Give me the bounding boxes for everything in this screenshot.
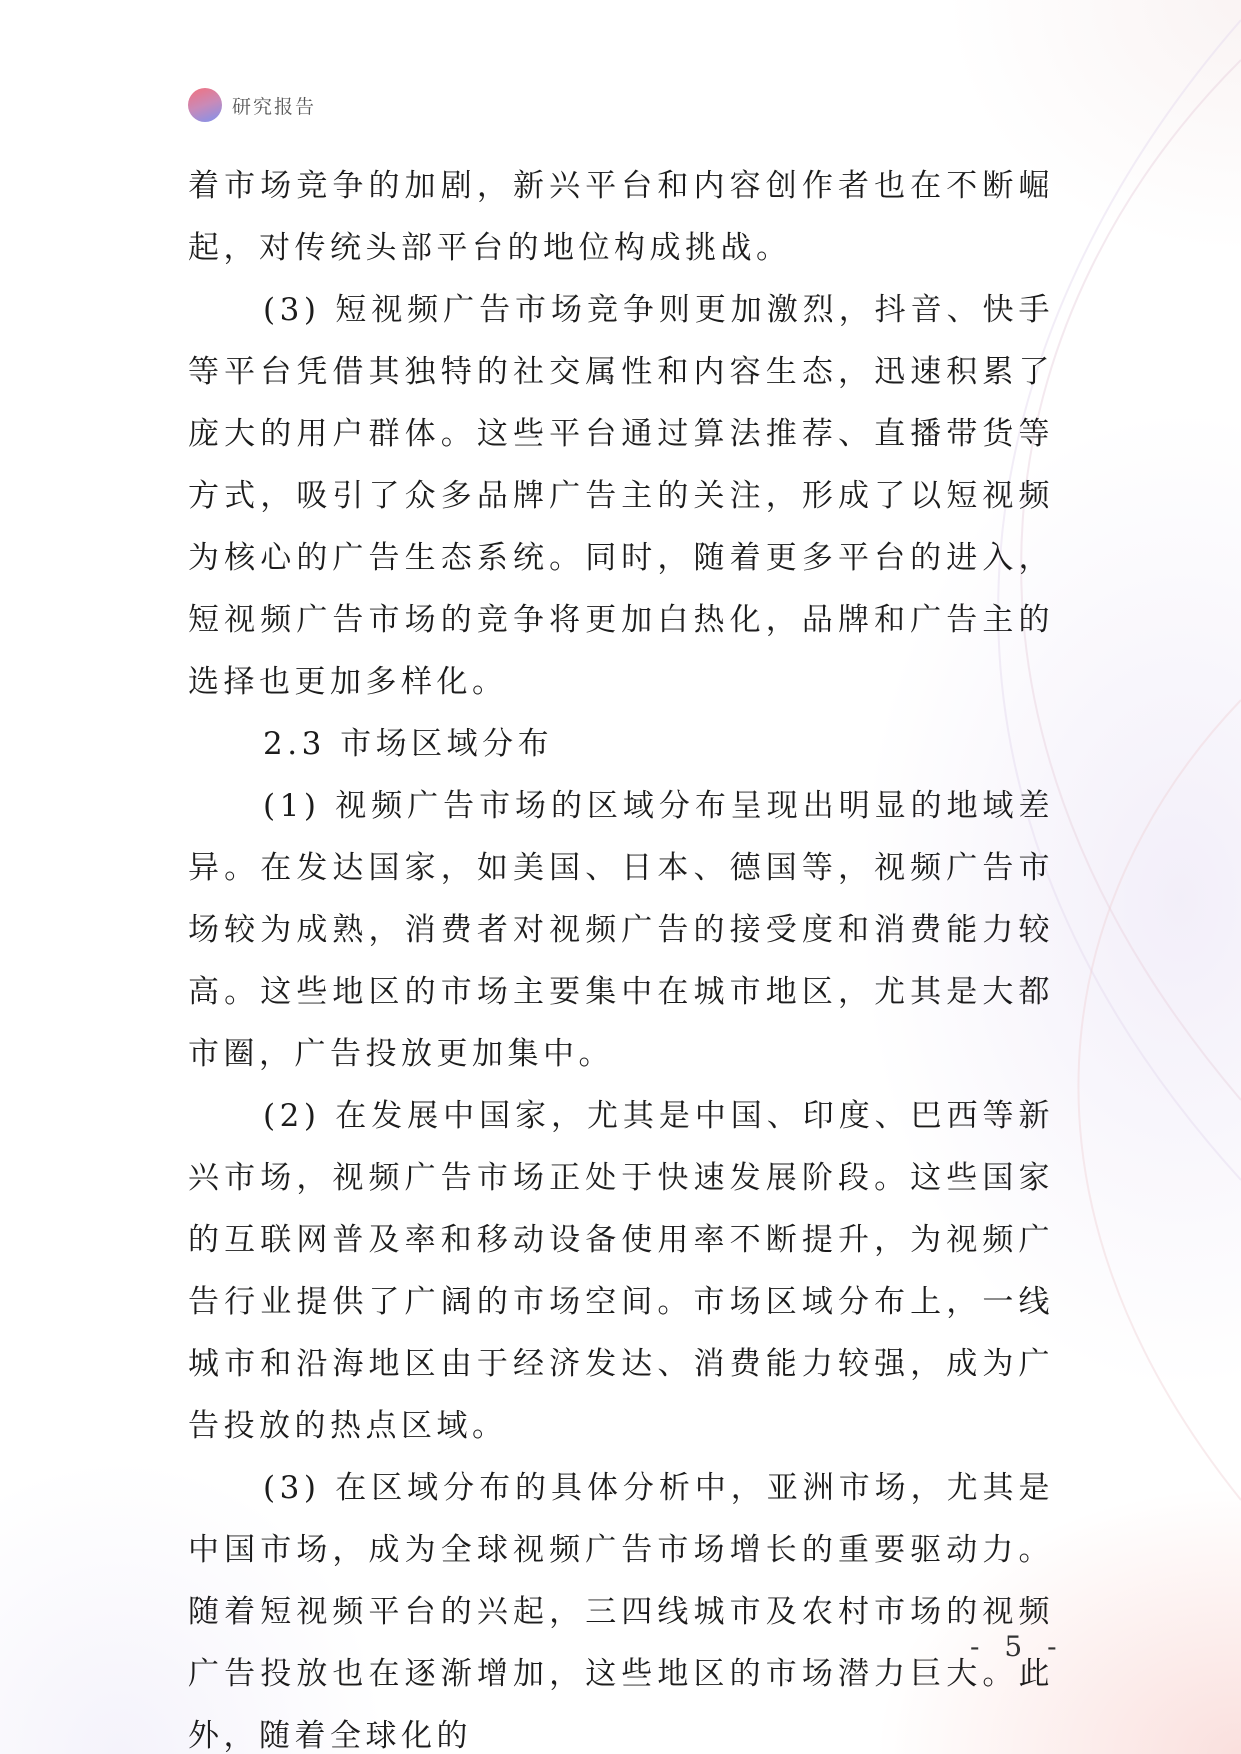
paragraph-continuation: 着市场竞争的加剧，新兴平台和内容创作者也在不断崛起，对传统头部平台的地位构成挑战。 xyxy=(188,168,1054,266)
paragraph: (3) 在区域分布的具体分析中，亚洲市场，尤其是中国市场，成为全球视频广告市场增长的重要驱动力。随着短视频平台的兴起，三四线城市及农村市场的视频广告投放也在逐渐增加，这些地区的市场潜力巨大。此外，随着全球化的 xyxy=(188,1470,1054,1754)
paragraph: (2) 在发展中国家，尤其是中国、印度、巴西等新兴市场，视频广告市场正处于快速发展阶段。这些国家的互联网普及率和移动设备使用率不断提升，为视频广告行业提供了广阔的市场空间。市场区域分布上，一线城市和沿海地区由于经济发达、消费能力较强，成为广告投放的热点区域。 xyxy=(188,1098,1054,1444)
body-text xyxy=(188,155,1054,1754)
header-title: 研究报告 xyxy=(232,95,317,118)
paragraph: (1) 视频广告市场的区域分布呈现出明显的地域差异。在发达国家，如美国、日本、德国等，视频广告市场较为成熟，消费者对视频广告的接受度和消费能力较高。这些地区的市场主要集中在城市地区，尤其是大都市圈，广告投放更加集中。 xyxy=(188,788,1054,1072)
page-header xyxy=(188,88,316,122)
paragraph: (3) 短视频广告市场竞争则更加激烈，抖音、快手等平台凭借其独特的社交属性和内容生态，迅速积累了庞大的用户群体。这些平台通过算法推荐、直播带货等方式，吸引了众多品牌广告主的关注，形成了以短视频为核心的广告生态系统。同时，随着更多平台的进入，短视频广告市场的竞争将更加白热化，品牌和广告主的选择也更加多样化。 xyxy=(188,292,1054,700)
page-number: - 5 - xyxy=(970,1630,1065,1663)
report-logo-icon xyxy=(188,88,222,122)
section-heading: 2.3 市场区域分布 xyxy=(263,726,554,762)
